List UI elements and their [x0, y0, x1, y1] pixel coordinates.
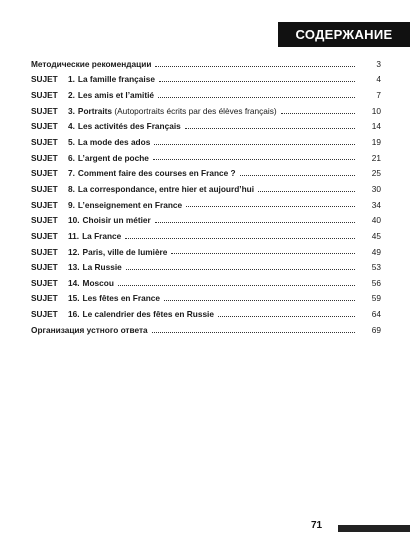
toc-entry-page: 34	[371, 199, 381, 210]
toc-entry-prefix: SUJET	[31, 168, 58, 179]
toc-entry	[31, 228, 381, 244]
toc-entry-title-text: Paris, ville de lumière	[82, 246, 168, 257]
toc-entry-title	[78, 121, 181, 131]
toc-entry-number: 14.	[68, 277, 80, 288]
toc-entry-prefix: SUJET	[31, 137, 58, 148]
page-number: 71	[311, 520, 323, 531]
toc-dot-leader	[126, 268, 355, 270]
toc-entry-number: 12.	[68, 246, 80, 257]
toc-entry-number: 16.	[68, 309, 80, 320]
toc-entry	[31, 197, 381, 213]
toc-entry-title	[83, 278, 114, 288]
toc-entry-number: 7.	[68, 168, 75, 179]
toc-entry-prefix: SUJET	[31, 90, 58, 101]
toc-entry-title-text: Comment faire des courses en France ?	[77, 168, 236, 179]
toc-dot-leader	[155, 221, 355, 223]
toc-entry-title	[83, 293, 160, 303]
toc-entry-page: 19	[371, 137, 381, 148]
toc-entry	[31, 150, 381, 166]
toc-dot-leader	[158, 96, 355, 98]
toc-entry	[31, 259, 381, 275]
toc-entry-note: (Autoportraits écrits par des élèves français)	[112, 105, 277, 116]
toc-entry-title-text: Les activités des Français	[77, 121, 181, 132]
toc-entry-number: 6.	[68, 152, 75, 163]
toc-dot-leader	[118, 284, 355, 286]
toc-entry-page: 69	[371, 324, 381, 335]
toc-entry-page: 14	[371, 121, 381, 132]
table-of-contents	[31, 56, 381, 338]
toc-entry-number: 15.	[68, 293, 80, 304]
toc-entry-prefix: SUJET	[31, 293, 58, 304]
toc-entry-title	[83, 247, 168, 257]
toc-entry-title	[78, 153, 149, 163]
toc-dot-leader	[155, 65, 355, 67]
toc-entry-page: 53	[371, 262, 381, 273]
toc-entry-number: 3.	[68, 105, 75, 116]
toc-entry-title-text: La France	[82, 230, 122, 241]
toc-entry-title-text: Les fêtes en France	[82, 293, 161, 304]
toc-entry-page: 30	[371, 183, 381, 194]
toc-entry-page: 7	[376, 90, 381, 101]
toc-entry-title-text: Moscou	[82, 277, 114, 288]
toc-entry-title	[83, 262, 122, 272]
toc-dot-leader	[218, 315, 355, 317]
toc-entry-title	[78, 74, 155, 84]
toc-entry-prefix: SUJET	[31, 121, 58, 132]
toc-entry-number: 4.	[68, 121, 75, 132]
toc-entry-title	[82, 231, 121, 241]
toc-dot-leader	[153, 158, 355, 160]
toc-entry-number: 11.	[68, 230, 80, 241]
toc-entry-number: 8.	[68, 183, 75, 194]
toc-entry	[31, 103, 381, 119]
toc-entry-title-text: La Russie	[82, 262, 122, 273]
toc-dot-leader	[186, 205, 355, 207]
toc-entry	[31, 181, 381, 197]
toc-entry	[31, 244, 381, 260]
toc-entry-title-text: La mode des ados	[77, 137, 151, 148]
toc-dot-leader	[159, 80, 355, 82]
toc-entry-title	[78, 106, 277, 116]
toc-dot-leader	[152, 331, 355, 333]
toc-entry-title-text: Les amis et l’amitié	[77, 90, 155, 101]
toc-dot-leader	[281, 112, 355, 114]
toc-entry-prefix: SUJET	[31, 262, 58, 273]
toc-entry-prefix: SUJET	[31, 74, 58, 85]
toc-entry-title-text: La famille française	[77, 74, 155, 85]
toc-entry-page: 3	[376, 58, 381, 69]
toc-entry-prefix: SUJET	[31, 230, 58, 241]
toc-entry-title-text: L’argent de poche	[77, 152, 149, 163]
toc-entry-prefix: SUJET	[31, 246, 58, 257]
toc-entry-title-text: Portraits	[77, 105, 113, 116]
toc-entry-number: 5.	[68, 137, 75, 148]
toc-entry-title-text: La correspondance, entre hier et aujourd’hui	[77, 183, 255, 194]
toc-entry-page: 59	[371, 293, 381, 304]
toc-entry	[31, 322, 381, 338]
toc-dot-leader	[185, 127, 355, 129]
toc-entry-page: 64	[371, 309, 381, 320]
toc-entry-title-text: L’enseignement en France	[77, 199, 183, 210]
toc-entry-title-text: Le calendrier des fêtes en Russie	[82, 309, 214, 320]
toc-entry-page: 10	[371, 105, 381, 116]
toc-entry-page: 49	[371, 246, 381, 257]
toc-entry	[31, 291, 381, 307]
toc-entry-title	[31, 325, 148, 335]
toc-entry-number: 2.	[68, 90, 75, 101]
toc-entry-page: 21	[371, 152, 381, 163]
toc-entry-prefix: SUJET	[31, 199, 58, 210]
toc-entry	[31, 275, 381, 291]
toc-entry-title	[83, 215, 151, 225]
toc-entry-title	[78, 137, 150, 147]
toc-entry-prefix: SUJET	[31, 277, 58, 288]
toc-entry-title	[83, 309, 214, 319]
toc-entry-page: 45	[371, 230, 381, 241]
toc-dot-leader	[258, 190, 355, 192]
toc-entry-page: 56	[371, 277, 381, 288]
toc-header-title: СОДЕРЖАНИЕ	[295, 27, 393, 42]
toc-entry-title-text: Организация устного ответа	[31, 324, 148, 335]
toc-entry-page: 25	[371, 168, 381, 179]
toc-entry	[31, 56, 381, 72]
toc-entry	[31, 306, 381, 322]
toc-entry-prefix: SUJET	[31, 183, 58, 194]
toc-entry-number: 13.	[68, 262, 80, 273]
toc-entry-title-text: Методические рекомендации	[31, 58, 152, 69]
toc-entry-title	[31, 59, 151, 69]
toc-entry	[31, 87, 381, 103]
toc-dot-leader	[154, 143, 355, 145]
toc-entry	[31, 212, 381, 228]
toc-dot-leader	[164, 299, 355, 301]
toc-entry-prefix: SUJET	[31, 152, 58, 163]
toc-entry-prefix: SUJET	[31, 105, 58, 116]
toc-entry-page: 40	[371, 215, 381, 226]
toc-entry-prefix: SUJET	[31, 215, 58, 226]
toc-entry	[31, 119, 381, 135]
toc-entry-title	[78, 168, 236, 178]
toc-entry-page: 4	[376, 74, 381, 85]
toc-entry-title	[78, 200, 182, 210]
toc-entry-prefix: SUJET	[31, 309, 58, 320]
toc-entry-number: 9.	[68, 199, 75, 210]
toc-entry-number: 1.	[68, 74, 75, 85]
toc-entry-title	[78, 90, 154, 100]
toc-entry	[31, 134, 381, 150]
toc-dot-leader	[125, 237, 355, 239]
footer-bar	[338, 525, 410, 532]
toc-header	[278, 22, 410, 47]
toc-entry-number: 10.	[68, 215, 80, 226]
toc-entry	[31, 72, 381, 88]
toc-dot-leader	[171, 252, 355, 254]
toc-entry-title	[78, 184, 254, 194]
toc-dot-leader	[240, 174, 355, 176]
toc-entry-title-text: Choisir un métier	[82, 215, 151, 226]
toc-entry	[31, 165, 381, 181]
